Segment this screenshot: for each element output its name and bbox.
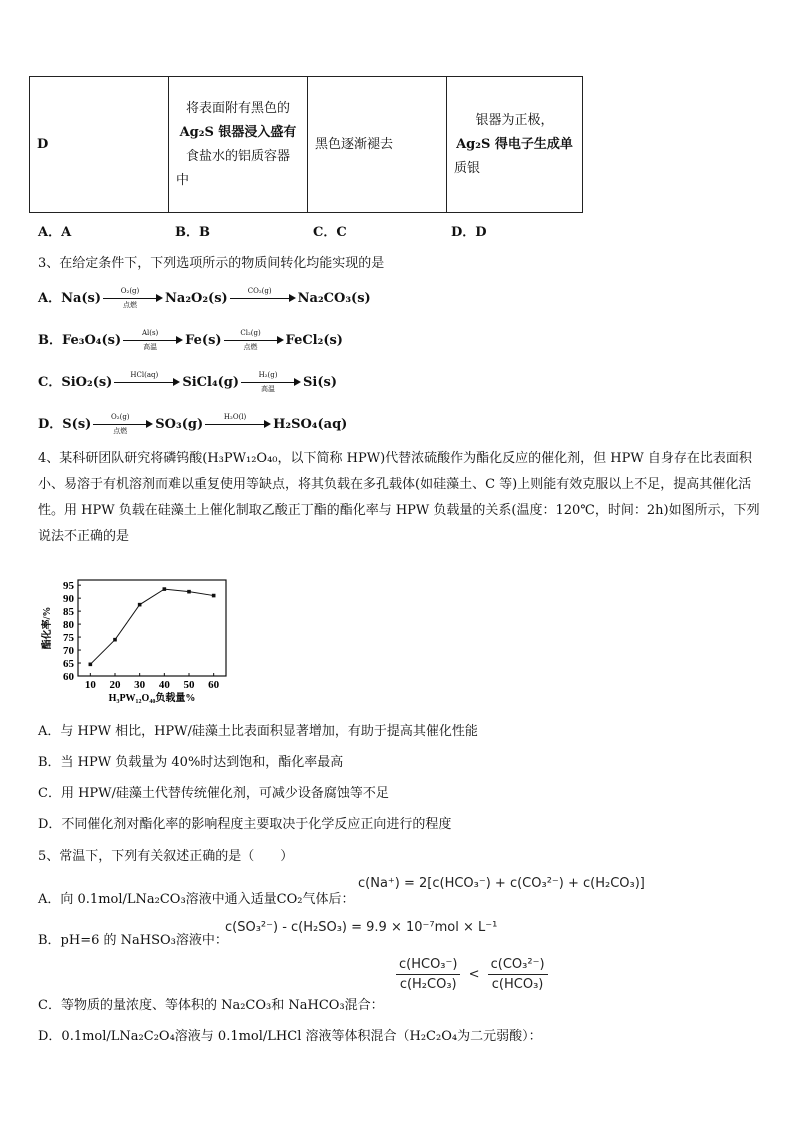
x-axis-label: H₃PW₁₂O₄₀负载量% [108, 693, 196, 704]
q5-stem: 5、常温下，下列有关叙述正确的是（ ） [38, 849, 294, 864]
species: FeCl₂(s) [285, 333, 343, 348]
x-tick-label: 60 [208, 679, 220, 691]
comparison-operator: < [468, 967, 480, 982]
cell-line: 中 [176, 172, 190, 188]
arrow-condition: CO₂(g) [247, 286, 272, 295]
arrow-condition: 点燃 [123, 300, 138, 309]
x-tick-label: 40 [158, 679, 170, 691]
reaction-arrow [224, 328, 284, 351]
q4-option-c[interactable]: C．用 HPW/硅藻土代替传统催化剂，可减少设备腐蚀等不足 [38, 786, 389, 801]
species: Na(s) [61, 291, 102, 306]
arrow-condition: O₂(g) [120, 286, 140, 295]
table-cell-phenomenon: 黑色逐渐褪去 [308, 77, 447, 213]
table-cell-operation [169, 77, 308, 213]
series-line [90, 589, 213, 664]
species: Fe₃O₄(s) [62, 333, 122, 348]
fraction-numerator: c(HCO₃⁻) [396, 957, 460, 975]
reaction-arrow [93, 412, 153, 435]
fraction-numerator: c(CO₃²⁻) [488, 957, 548, 975]
data-point [113, 638, 117, 642]
option-label: C． [38, 375, 62, 390]
arrow-condition: H₂O(l) [223, 412, 247, 421]
q3-option-d[interactable] [38, 413, 347, 433]
data-point [212, 594, 216, 598]
y-tick-label: 80 [63, 619, 74, 632]
q3-option-a[interactable] [38, 287, 371, 307]
species: Si(s) [303, 375, 337, 390]
option-c[interactable]: C．C [313, 225, 347, 240]
cell-line: Ag₂S 得电子生成单 [456, 136, 573, 152]
arrow-condition: O₂(g) [111, 412, 130, 421]
y-tick-label: 85 [63, 606, 74, 619]
species: H₂SO₄(aq) [273, 417, 348, 432]
cell-line: Ag₂S 银器浸入盛有 [179, 124, 297, 140]
reaction-arrow [123, 328, 183, 351]
q5-option-a[interactable]: A．向 0.1mol/LNa₂CO₃溶液中通入适量CO₂气体后： [38, 892, 355, 907]
cell-line: 质银 [454, 160, 481, 176]
q5-option-b[interactable]: B．pH=6 的 NaHSO₃溶液中： [38, 933, 228, 948]
species: SO₃(g) [155, 417, 204, 432]
q3-stem: 3、在给定条件下，下列选项所示的物质间转化均能实现的是 [38, 256, 385, 271]
species: Na₂CO₃(s) [297, 291, 371, 306]
species: Fe(s) [185, 333, 222, 348]
fraction [396, 957, 460, 992]
x-tick-label: 10 [84, 679, 96, 691]
arrow-condition: Cl₂(g) [240, 328, 261, 337]
q4-option-d[interactable]: D．不同催化剂对酯化率的影响程度主要取决于化学反应正向进行的程度 [38, 817, 452, 832]
x-tick-label: 50 [183, 679, 195, 691]
arrow-condition: Al(s) [141, 328, 159, 337]
fraction-denominator: c(H₂CO₃) [399, 977, 457, 992]
fraction-denominator: c(HCO₃) [491, 977, 544, 992]
q2-options [38, 221, 738, 239]
data-point [89, 663, 93, 667]
q4-stem: 4、某科研团队研究将磷钨酸(H₃PW₁₂O₄₀，以下简称 HPW)代替浓硫酸作为酯化反应的催化剂，但 HPW 自身存在比表面积小、易溶于有机溶剂而难以重复使用等缺点，将其负载在多孔载体(如硅藻土、C 等)上则能有效克服以上不足，提高其催化活性。用 HPW 负载在硅藻土上催化制取乙酸正丁酯的酯化率与 HPW 负载量的关系(温度：120℃，时间：2h)如图所示，下列说法不正确的是 [38, 451, 760, 544]
y-tick-label: 65 [63, 658, 74, 671]
option-a[interactable]: A．A [38, 225, 72, 240]
fraction [488, 957, 548, 992]
q5-option-d[interactable]: D．0.1mol/LNa₂C₂O₄溶液与 0.1mol/LHCl 溶液等体积混合（H₂C₂O₄为二元弱酸）： [38, 1029, 542, 1044]
cell-line: 将表面附有黑色的 [185, 100, 290, 116]
option-d[interactable]: D．D [451, 225, 487, 240]
reaction-arrow [205, 412, 271, 433]
answer-table [29, 76, 583, 213]
q4-option-a[interactable]: A．与 HPW 相比，HPW/硅藻土比表面积显著增加，有助于提高其催化性能 [38, 724, 478, 739]
option-b[interactable]: B．B [175, 225, 210, 240]
table-cell-option: D [30, 77, 169, 213]
reaction-arrow [230, 286, 296, 307]
x-tick-label: 30 [134, 679, 146, 691]
arrow-condition: 点燃 [243, 342, 258, 351]
species: Na₂O₂(s) [165, 291, 228, 306]
cell-line: 银器为正极， [475, 112, 554, 128]
data-point [187, 590, 191, 594]
reaction-arrow [114, 370, 180, 391]
reaction-arrow [103, 286, 163, 309]
y-tick-label: 60 [63, 671, 74, 683]
q4-option-b[interactable]: B．当 HPW 负载量为 40%时达到饱和，酯化率最高 [38, 755, 344, 770]
q5-option-c[interactable]: C．等物质的量浓度、等体积的 Na₂CO₃和 NaHCO₃混合： [38, 998, 384, 1013]
data-point [138, 603, 142, 607]
formula-a: c(Na⁺) = 2[c(HCO₃⁻) + c(CO₃²⁻) + c(H₂CO₃)] [358, 876, 645, 891]
formula-c [396, 957, 548, 992]
data-point [163, 587, 167, 591]
reaction-arrow [241, 370, 301, 393]
cell-line: 食盐水的铝质容器 [185, 148, 290, 164]
y-tick-label: 75 [63, 632, 74, 645]
option-label: D． [38, 417, 63, 432]
y-tick-label: 70 [63, 645, 74, 658]
option-label: A． [38, 291, 62, 306]
arrow-condition: 点燃 [113, 426, 128, 435]
esterification-chart [38, 572, 238, 704]
q3-option-b[interactable] [38, 329, 343, 349]
x-tick-label: 20 [109, 679, 121, 691]
arrow-condition: 高温 [143, 342, 158, 351]
q3-option-c[interactable] [38, 371, 337, 391]
option-label: B． [38, 333, 62, 348]
table-cell-explanation [447, 77, 583, 213]
y-tick-label: 95 [63, 580, 74, 593]
species: SiO₂(s) [61, 375, 113, 390]
formula-b: c(SO₃²⁻) - c(H₂SO₃) = 9.9 × 10⁻⁷mol × L⁻¹ [225, 920, 498, 935]
y-tick-label: 90 [63, 593, 74, 606]
arrow-condition: HCl(aq) [130, 370, 159, 379]
species: S(s) [62, 417, 92, 432]
table-row [30, 77, 583, 213]
arrow-condition: 高温 [261, 384, 276, 393]
y-axis-label: 酯化率/% [42, 606, 53, 650]
arrow-condition: H₂(g) [258, 370, 278, 379]
species: SiCl₄(g) [182, 375, 240, 390]
